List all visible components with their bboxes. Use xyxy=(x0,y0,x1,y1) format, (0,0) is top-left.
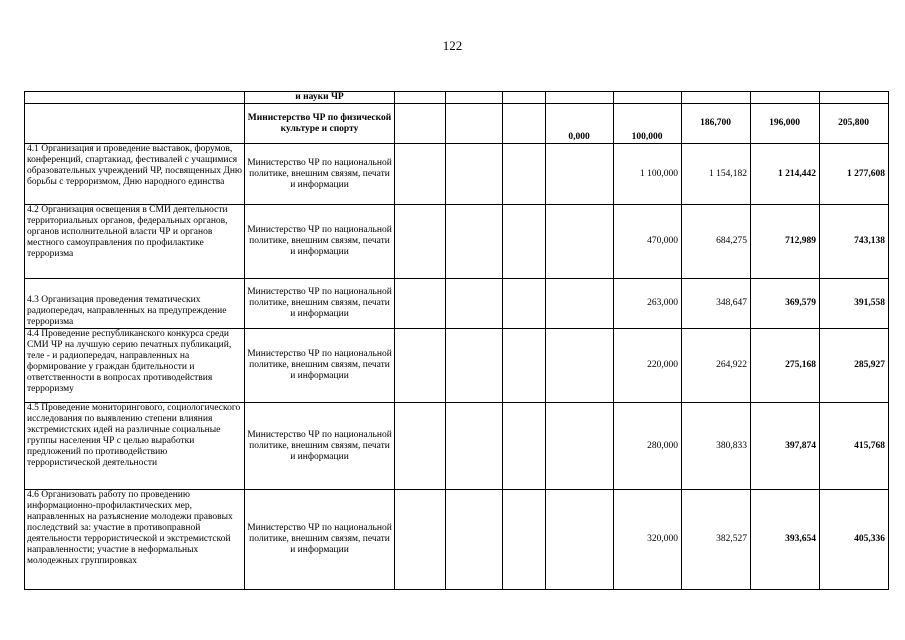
ministry-cell: и науки ЧР xyxy=(245,92,395,104)
value-cell: 263,000 xyxy=(614,279,682,329)
value-cell: 405,336 xyxy=(820,490,889,590)
value-cell: 280,000 xyxy=(614,403,682,490)
value-cell: 684,275 xyxy=(682,205,751,279)
value-cell: 380,833 xyxy=(682,403,751,490)
value-cell: 743,138 xyxy=(820,205,889,279)
activity-cell: 4.4 Проведение республиканского конкурса среди СМИ ЧР на лучшую серию печатных публикаций, теле - и радиопередач, направленных на формирование у граждан бдительности и ответственности в вопросах противодействия терроризму xyxy=(25,329,245,403)
value-cell: 0,000 xyxy=(546,104,614,144)
table-row xyxy=(25,279,889,329)
table-row xyxy=(25,403,889,490)
value-cell: 397,874 xyxy=(751,403,820,490)
value-cell: 220,000 xyxy=(614,329,682,403)
table-row xyxy=(25,205,889,279)
value-cell: 393,654 xyxy=(751,490,820,590)
value-cell: 470,000 xyxy=(614,205,682,279)
budget-table xyxy=(24,91,889,590)
table-row xyxy=(25,329,889,403)
ministry-cell: Министерство ЧР по национальной политике, внешним связям, печати и информации xyxy=(245,329,395,403)
value-cell: 348,647 xyxy=(682,279,751,329)
value-cell: 1 100,000 xyxy=(614,144,682,205)
table-row xyxy=(25,92,889,104)
value-cell: 205,800 xyxy=(820,104,889,144)
table-row xyxy=(25,104,889,144)
ministry-cell: Министерство ЧР по национальной политике, внешним связям, печати и информации xyxy=(245,279,395,329)
value-cell: 264,922 xyxy=(682,329,751,403)
table-row xyxy=(25,490,889,590)
ministry-cell: Министерство ЧР по национальной политике, внешним связям, печати и информации xyxy=(245,490,395,590)
value-cell: 196,000 xyxy=(751,104,820,144)
value-cell: 100,000 xyxy=(614,104,682,144)
value-cell: 415,768 xyxy=(820,403,889,490)
ministry-cell: Министерство ЧР по национальной политике, внешним связям, печати и информации xyxy=(245,144,395,205)
value-cell: 712,989 xyxy=(751,205,820,279)
table-row xyxy=(25,144,889,205)
value-cell: 382,527 xyxy=(682,490,751,590)
value-cell: 1 277,608 xyxy=(820,144,889,205)
value-cell: 275,168 xyxy=(751,329,820,403)
value-cell: 285,927 xyxy=(820,329,889,403)
activity-cell: 4.6 Организовать работу по проведению информационно-профилактических мер, направленных на разъяснение молодежи правовых последствий за: участие в противоправной деятельности террористической и экстремистской направленности; участие в неформальных молодежных группировках xyxy=(25,490,245,590)
ministry-cell: Министерство ЧР по национальной политике, внешним связям, печати и информации xyxy=(245,205,395,279)
value-cell: 391,558 xyxy=(820,279,889,329)
value-cell: 1 154,182 xyxy=(682,144,751,205)
activity-cell: 4.1 Организация и проведение выставок, форумов, конференций, спартакиад, фестивалей с учащимися образовательных учреждений ЧР, посвященных Дню борьбы с терроризмом, Дню народного единства xyxy=(25,144,245,205)
ministry-cell: Министерство ЧР по физической культуре и спорту xyxy=(245,104,395,144)
activity-cell: 4.2 Организация освещения в СМИ деятельности территориальных органов, федеральных органов, органов исполнительной власти ЧР и органов местного самоуправления по профилактике терроризма xyxy=(25,205,245,279)
ministry-cell: Министерство ЧР по национальной политике, внешним связям, печати и информации xyxy=(245,403,395,490)
activity-cell: 4.3 Организация проведения тематических радиопередач, направленных на предупреждение терроризма xyxy=(25,279,245,329)
value-cell: 320,000 xyxy=(614,490,682,590)
value-cell: 1 214,442 xyxy=(751,144,820,205)
value-cell: 186,700 xyxy=(682,104,751,144)
page-number: 122 xyxy=(442,38,463,53)
activity-cell: 4.5 Проведение мониторингового, социологического исследования по выявлению степени влияния экстремистских идей на различные социальные группы населения ЧР с целью выработки предложений по противодействию террористической деятельности xyxy=(25,403,245,490)
value-cell: 369,579 xyxy=(751,279,820,329)
